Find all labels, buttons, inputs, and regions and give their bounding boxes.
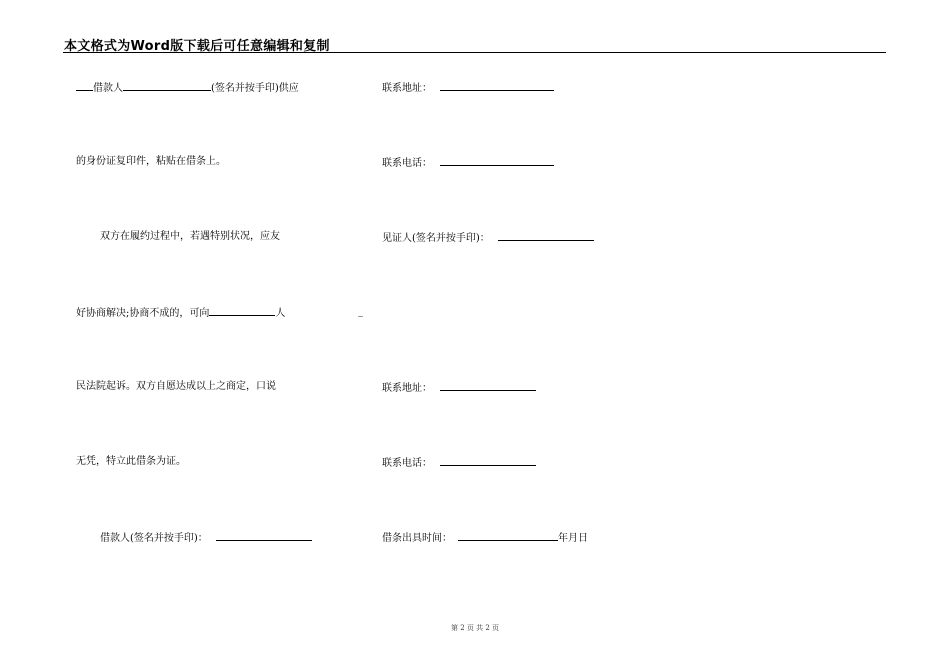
blank-field <box>440 380 536 391</box>
court-text: 人 <box>275 308 286 319</box>
right-line-7 <box>382 530 588 546</box>
right-line-3 <box>382 230 594 246</box>
borrower-label: 借款人 <box>93 83 123 94</box>
blank-field <box>458 530 558 541</box>
right-line-5 <box>382 380 536 396</box>
date-units-text: 年月日 <box>558 533 588 544</box>
left-line-6: 无凭，特立此借条为证。 <box>76 456 186 467</box>
witness-sign-label: 见证人(签名并按手印)： <box>382 233 490 244</box>
right-line-2 <box>382 155 554 171</box>
left-line-2: 的身份证复印件，粘贴在借条上。 <box>76 156 226 167</box>
blank-field <box>498 230 594 241</box>
borrower-sign-label: 借款人(签名并按手印)： <box>100 533 208 544</box>
document-header-title: 本文格式为Word版下载后可任意编辑和复制 <box>64 39 330 54</box>
blank-field <box>76 80 93 91</box>
right-line-4: _ <box>358 306 363 317</box>
left-line-4 <box>76 305 285 321</box>
page-number-footer: 第 2 页 共 2 页 <box>450 624 500 632</box>
negotiation-text: 好协商解决;协商不成的，可向 <box>76 308 210 319</box>
blank-field <box>440 455 536 466</box>
left-line-7 <box>100 530 312 546</box>
blank-field <box>440 155 554 166</box>
sign-note-text: (签名并按手印)供应 <box>211 83 299 94</box>
blank-field <box>123 80 211 91</box>
contact-address-label: 联系地址： <box>382 83 432 94</box>
contact-phone-label: 联系电话： <box>382 458 432 469</box>
blank-field <box>216 530 312 541</box>
contact-address-label: 联系地址： <box>382 383 432 394</box>
left-line-5: 民法院起诉。双方自愿达成以上之商定，口说 <box>76 381 276 392</box>
right-line-6 <box>382 455 536 471</box>
blank-field <box>209 305 275 316</box>
header-divider <box>63 52 886 53</box>
issue-date-label: 借条出具时间： <box>382 533 452 544</box>
blank-field <box>440 80 554 91</box>
left-line-1 <box>76 80 299 96</box>
contact-phone-label: 联系电话： <box>382 158 432 169</box>
right-line-1 <box>382 80 554 96</box>
left-line-3: 双方在履约过程中，若遇特别状况，应友 <box>100 231 280 242</box>
